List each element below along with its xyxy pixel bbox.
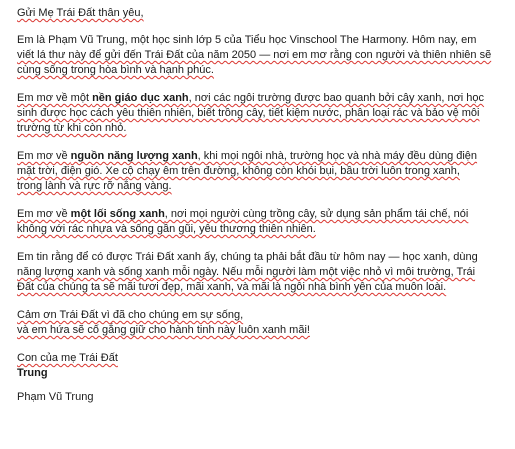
salutation-text: Gửi Mẹ Trái Đất thân yêu, <box>17 7 144 19</box>
thanks-line-2: và em hứa sẽ cố gắng giữ cho hành tinh này luôn xanh mãi! <box>17 324 310 336</box>
full-name: Phạm Vũ Trung <box>17 391 94 403</box>
lifestyle-tail: , nơi mọi người cùng trồng cây, sử dụng sản phẩm tái chế, nói <box>164 208 469 220</box>
belief-line-2: năng lượng xanh và sống xanh mỗi ngày. Nếu mỗi người làm một việc nhỏ vì môi trường, Trái <box>17 266 476 278</box>
paragraph-belief <box>17 250 505 295</box>
education-line-1 <box>17 91 505 106</box>
education-line-3: trường từ khi còn nhỏ. <box>17 122 127 134</box>
education-lead: Em mơ về một <box>17 92 93 104</box>
full-name-block <box>17 390 505 405</box>
thanks-line-1: Cảm ơn Trái Đất vì đã cho chúng em sự sống, <box>17 309 244 321</box>
paragraph-thanks <box>17 308 505 338</box>
belief-line-1: Em tin rằng để có được Trái Đất xanh ấy, chúng ta phải bắt đầu từ hôm nay — học xanh, dùng <box>17 251 478 263</box>
education-keyword: nền giáo dục xanh <box>92 92 189 104</box>
paragraph-green-education <box>17 91 505 136</box>
lifestyle-keyword: một lối sống xanh <box>70 208 165 220</box>
education-line-2: sinh được học cách yêu thiên nhiên, biết trồng cây, tiết kiệm nước, phân loại rác và bảo vệ môi <box>17 107 480 119</box>
lifestyle-lead: Em mơ về <box>17 208 71 220</box>
paragraph-green-energy <box>17 149 505 194</box>
salutation <box>17 6 505 21</box>
energy-keyword: nguồn năng lượng xanh <box>70 150 198 162</box>
lifestyle-line-1 <box>17 207 505 222</box>
signature-block <box>17 351 505 381</box>
signature-name: Trung <box>17 367 48 379</box>
document-body[interactable] <box>17 6 505 405</box>
energy-lead: Em mơ về <box>17 150 71 162</box>
closing-line: Con của mẹ Trái Đất <box>17 352 118 364</box>
paragraph-green-lifestyle <box>17 207 505 237</box>
intro-line-3: cùng sống trong hòa bình và hạnh phúc. <box>17 64 214 76</box>
energy-line-1 <box>17 149 505 164</box>
paragraph-intro <box>17 33 505 78</box>
energy-line-2: mặt trời, điện gió. Xe cộ chạy êm trên đường, không còn khói bụi, bầu trời luôn trong xanh, <box>17 165 460 177</box>
intro-line-1: Em là Phạm Vũ Trung, một học sinh lớp 5 của Tiểu học Vinschool The Harmony. Hôm nay, em <box>17 34 477 46</box>
energy-line-3: trong lành và rực rỡ nắng vàng. <box>17 180 172 192</box>
education-tail: , nơi các ngôi trường được bao quanh bởi cây xanh, nơi học <box>188 92 485 104</box>
belief-line-3: Đất của chúng ta sẽ mãi tươi đẹp, mãi xanh, và mãi là ngôi nhà bình yên của muôn loài. <box>17 281 447 293</box>
lifestyle-line-2: không với rác nhựa và sống gần gũi, yêu thương thiên nhiên. <box>17 223 316 235</box>
energy-tail: , khi mọi ngôi nhà, trường học và nhà máy đều dùng điện <box>197 150 478 162</box>
intro-line-2: viết lá thư này để gửi đến Trái Đất của năm 2050 — nơi em mơ rằng con người và thiên nhiên sẽ <box>17 49 492 61</box>
